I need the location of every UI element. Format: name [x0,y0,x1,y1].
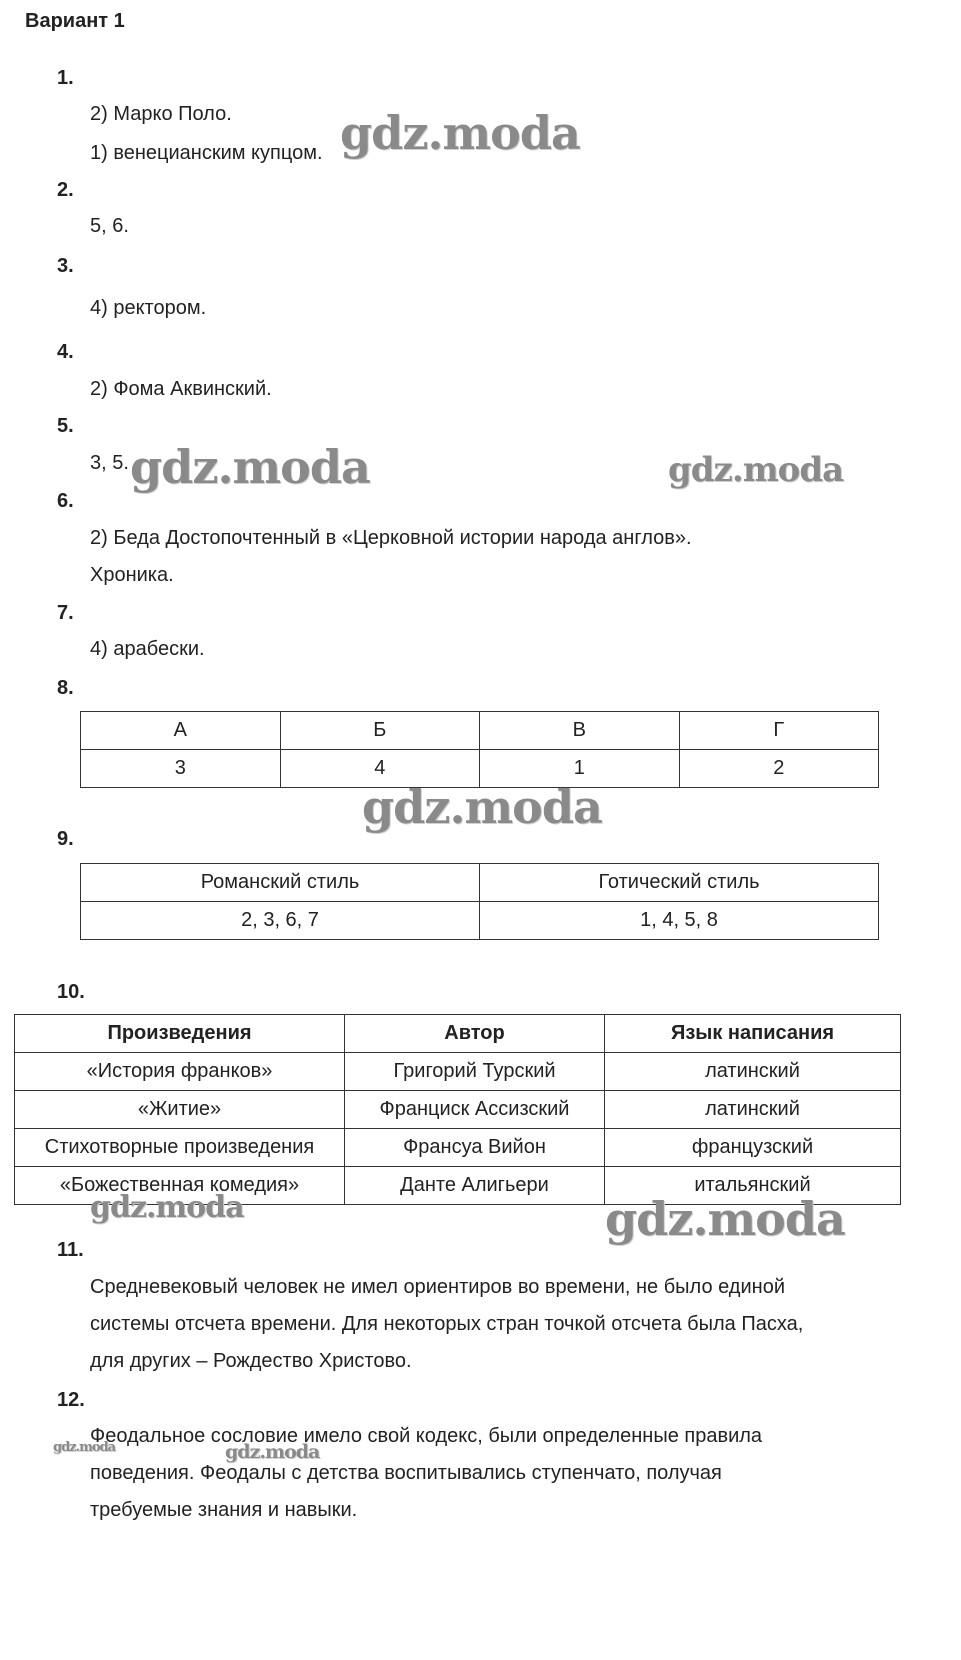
table-cell: французский [605,1129,901,1167]
watermark: gdz.moda [225,1441,320,1463]
table-header-cell: Готический стиль [480,864,879,902]
answer-7: 4) арабески. [90,638,205,660]
table-cell: Данте Алигьери [345,1167,605,1205]
table-cell: 1 [480,750,680,788]
answer-12-line-1: Феодальное сословие имело свой кодекс, были определенные правила [90,1425,763,1447]
watermark: gdz.moda [605,1192,845,1246]
answer-8-table [80,711,879,788]
answer-4: 2) Фома Аквинский. [90,378,272,400]
table-header-cell: Язык написания [605,1015,901,1053]
answer-11-line-3: для других – Рождество Христово. [90,1350,412,1372]
table-cell: Франциск Ассизский [345,1091,605,1129]
answer-12-line-3: требуемые знания и навыки. [90,1499,358,1521]
answer-2: 5, 6. [90,215,129,237]
table-header-row [81,712,879,750]
question-number-6: 6. [57,490,74,512]
table-cell: Григорий Турский [345,1053,605,1091]
watermark: gdz.moda [340,106,580,160]
question-number-4: 4. [57,341,74,363]
table-header-cell: Автор [345,1015,605,1053]
question-number-9: 9. [57,828,74,850]
table-cell: итальянский [605,1167,901,1205]
watermark: gdz.moda [90,1190,244,1225]
question-number-7: 7. [57,602,74,624]
question-number-10: 10. [57,981,85,1003]
table-row [15,1091,901,1129]
answer-1-line-2: 1) венецианским купцом. [90,142,323,164]
table-cell: 1, 4, 5, 8 [480,902,879,940]
table-cell: 2 [679,750,879,788]
table-cell: «Житие» [15,1091,345,1129]
table-cell: 4 [280,750,480,788]
answer-11-line-1: Средневековый человек не имел ориентиров во времени, не было единой [90,1276,785,1298]
table-cell: латинский [605,1053,901,1091]
watermark: gdz.moda [362,780,602,834]
answer-1-line-1: 2) Марко Поло. [90,103,232,125]
watermark: gdz.moda [130,440,370,494]
watermark: gdz.moda [668,450,844,490]
page-title: Вариант 1 [25,10,125,32]
table-cell: латинский [605,1091,901,1129]
question-number-12: 12. [57,1389,85,1411]
table-cell: «Божественная комедия» [15,1167,345,1205]
table-header-cell: Романский стиль [81,864,480,902]
table-cell: Франсуа Вийон [345,1129,605,1167]
table-cell: Стихотворные произведения [15,1129,345,1167]
table-header-row [15,1015,901,1053]
table-row [15,1129,901,1167]
answer-12-line-2: поведения. Феодалы с детства воспитывались ступенчато, получая [90,1462,722,1484]
answer-6-line-1: 2) Беда Достопочтенный в «Церковной истории народа англов». [90,527,692,549]
table-row [15,1053,901,1091]
answer-11-line-2: системы отсчета времени. Для некоторых стран точкой отсчета была Пасха, [90,1313,804,1335]
table-cell: «История франков» [15,1053,345,1091]
table-header-row [81,864,879,902]
answer-3: 4) ректором. [90,297,207,319]
answer-10-table [14,1014,901,1205]
question-number-11: 11. [57,1239,84,1261]
table-header-cell: Г [679,712,879,750]
table-header-cell: А [81,712,281,750]
question-number-8: 8. [57,677,74,699]
table-header-cell: В [480,712,680,750]
answer-6-line-2: Хроника. [90,564,174,586]
table-row [81,902,879,940]
question-number-2: 2. [57,179,74,201]
answer-9-table [80,863,879,940]
answer-5: 3, 5. [90,452,129,474]
table-cell: 2, 3, 6, 7 [81,902,480,940]
question-number-1: 1. [57,67,74,89]
table-cell: 3 [81,750,281,788]
question-number-5: 5. [57,415,74,437]
watermark: gdz.moda [53,1440,116,1455]
table-header-cell: Произведения [15,1015,345,1053]
table-header-cell: Б [280,712,480,750]
question-number-3: 3. [57,255,74,277]
